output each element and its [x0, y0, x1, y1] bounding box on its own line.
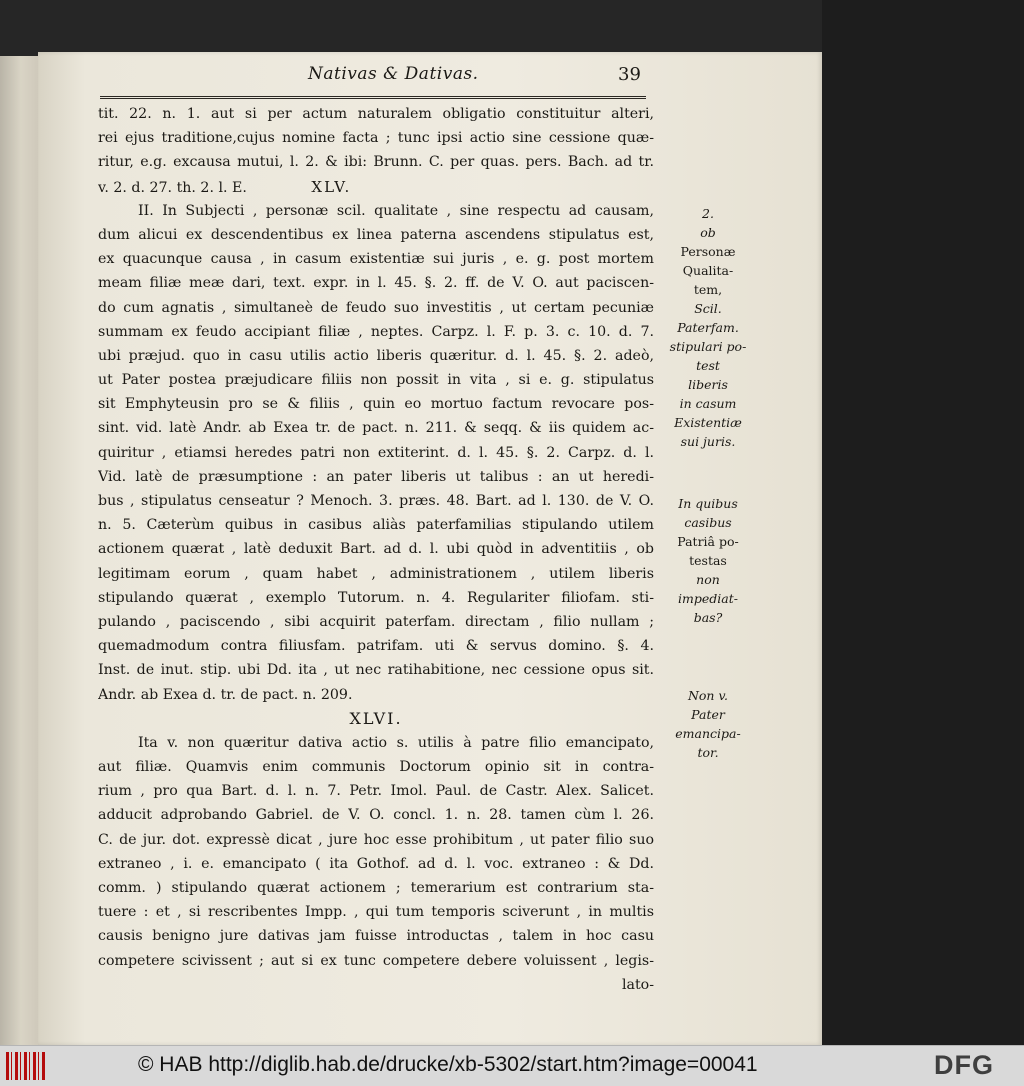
viewer-footer	[0, 1045, 1024, 1086]
text-line: sit Emphyteusin pro se & filiis , quin eo mortuo factum revocare pos-	[98, 396, 654, 413]
marginal-line: emancipa-	[675, 726, 741, 741]
marginal-line: test	[696, 358, 720, 373]
text-line: n. 5. Cæterùm quibus in casibus aliàs paterfamilias stipulando utilem	[98, 517, 654, 534]
marginal-line: 2.	[702, 206, 714, 221]
text-line: lato-	[621, 976, 654, 993]
text-line: ut Pater postea præjudicare filiis non possit in vita , si e. g. stipulatus	[98, 372, 654, 389]
marginal-line: tem,	[693, 282, 723, 297]
text-line: tuere : et , si rescribentes Impp. , qui tum temporis sciverunt , in multis	[98, 904, 654, 921]
section-heading-xlvi: XLVI.	[349, 708, 403, 728]
marginal-line: stipulari po-	[669, 339, 747, 354]
text-line: tit. 22. n. 1. aut si per actum naturalem obligatio constituitur alteri,	[98, 106, 654, 122]
barcode-icon	[6, 1052, 46, 1080]
text-line: comm. ) stipulando quærat actionem ; temerarium est contrarium sta-	[98, 880, 654, 896]
text-line: quiritur , etiamsi heredes patri non extiterint. d. l. 45. §. 2. Carpz. d. l.	[98, 444, 654, 461]
text-line: adducit adprobando Gabriel. de V. O. concl. 1. n. 28. tamen cùm l. 26.	[98, 807, 654, 824]
marginal-line: impediat-	[678, 591, 738, 606]
text-line: extraneo , i. e. emancipato ( ita Gothof. ad d. l. voc. extraneo : & Dd.	[98, 855, 654, 872]
marginal-line: Scil.	[694, 301, 722, 316]
text-line: bus , stipulatus censeatur ? Menoch. 3. præs. 48. Bart. ad l. 130. de V. O.	[98, 493, 654, 509]
marginal-note-1	[658, 204, 758, 451]
text-line: causis benigno jure dativas jam fuisse introductas , talem in hoc casu	[98, 928, 654, 945]
text-line: ritur, e.g. excausa mutui, l. 2. & ibi: Brunn. C. per quas. pers. Bach. ad tr.	[98, 154, 654, 171]
marginal-note-3	[658, 686, 758, 762]
facing-page-edge	[0, 56, 39, 1045]
marginal-line: non	[696, 572, 720, 587]
text-line: ubi præjud. quo in casu utilis actio liberis quæritur. d. l. 45. §. 2. adeò,	[98, 347, 654, 364]
marginal-line: testas	[689, 553, 727, 568]
text-line: competere scivissent ; aut si ex tunc competere debere voluissent , legis-	[98, 952, 654, 969]
marginal-line: Qualita-	[682, 263, 734, 278]
text-line: Andr. ab Exea d. tr. de pact. n. 209.	[98, 686, 353, 703]
marginal-line: casibus	[684, 515, 732, 530]
marginal-line: Patriâ po-	[677, 534, 739, 549]
marginal-line: Existentiæ	[674, 415, 742, 430]
text-line: Inst. de inut. stip. ubi Dd. ita , ut nec ratihabitione, nec cessione opus sit.	[98, 662, 654, 679]
head-rule	[100, 96, 646, 99]
marginal-line: Personæ	[680, 244, 736, 259]
text-line: actionem quærat , latè deduxit Bart. ad d. l. ubi quòd in adventitiis , ob	[98, 541, 654, 558]
text-line: summam ex feudo accipiant filiæ , neptes. Carpz. l. F. p. 3. c. 10. d. 7.	[98, 323, 654, 340]
dfg-logo: DFG	[934, 1050, 994, 1080]
text-line: do cum agnatis , simultaneè de feudo suo investitis , ut certam pecuniæ	[98, 299, 654, 316]
text-line: legitimam eorum , quam habet , administrationem , utilem liberis	[98, 565, 654, 582]
text-line: ex quacunque causa , in casum existentiæ sui juris , e. g. post mortem	[98, 251, 654, 268]
text-line: rium , pro qua Bart. d. l. n. 7. Petr. Imol. Paul. de Castr. Alex. Salicet.	[98, 783, 654, 800]
marginal-note-2	[658, 494, 758, 627]
text-line: Vid. latè de præsumptione : an pater liberis ut talibus : an ut heredi-	[98, 468, 654, 485]
scanner-background	[822, 0, 1024, 1045]
text-line: aut filiæ. Quamvis enim communis Doctorum opinio sit in contra-	[98, 759, 654, 776]
running-head: Nativas & Dativas.	[308, 64, 479, 84]
text-line-with-heading	[98, 175, 654, 199]
text-line: rei ejus traditione,cujus nomine facta ; tunc ipsi actio sine cessione quæ-	[98, 130, 654, 147]
text-line: meam filiæ meæ dari, text. expr. in l. 45. §. 2. ff. de V. O. aut paciscen-	[98, 275, 654, 292]
marginal-line: sui juris.	[680, 434, 736, 449]
text-line: pulando , paciscendo , sibi acquirit paterfam. directam , filio nullam ;	[98, 613, 654, 630]
text-line: quemadmodum contra filiusfam. patrifam. uti & servus domino. §. 4.	[98, 638, 654, 655]
marginal-line: in casum	[679, 396, 737, 411]
marginal-line: In quibus	[678, 496, 738, 511]
text-line: II. In Subjecti , personæ scil. qualitate , sine respectu ad causam,	[138, 202, 654, 219]
text-line: v. 2. d. 27. th. 2. l. E.	[98, 179, 247, 196]
marginal-line: bas?	[693, 610, 723, 625]
text-line: Ita v. non quæritur dativa actio s. utilis à patre filio emancipato,	[138, 734, 654, 751]
text-line: stipulando quærat , exemplo Tutorum. n. 4. Regulariter filiofam. sti-	[98, 589, 654, 606]
marginal-line: tor.	[697, 745, 719, 760]
book-page	[38, 52, 822, 1045]
text-line: C. de jur. dot. expressè dicat , jure hoc esse prohibitum , ut pater filio suo	[98, 831, 654, 848]
text-line: sint. vid. latè Andr. ab Exea tr. de pact. n. 211. & seqq. & iis quidem ac-	[98, 420, 654, 437]
page-number: 39	[618, 64, 641, 85]
marginal-line: Pater	[691, 707, 725, 722]
text-line: dum alicui ex descendentibus ex linea paterna ascendens stipulatus est,	[98, 226, 654, 243]
body-text	[98, 102, 654, 997]
marginal-line: Non v.	[687, 688, 729, 703]
marginal-line: liberis	[688, 377, 728, 392]
section-heading-xlv: XLV.	[311, 177, 352, 196]
copyright-link[interactable]: © HAB http://diglib.hab.de/drucke/xb-5302/start.htm?image=00041	[138, 1053, 758, 1076]
marginal-line: Paterfam.	[677, 320, 739, 335]
marginal-line: ob	[700, 225, 716, 240]
